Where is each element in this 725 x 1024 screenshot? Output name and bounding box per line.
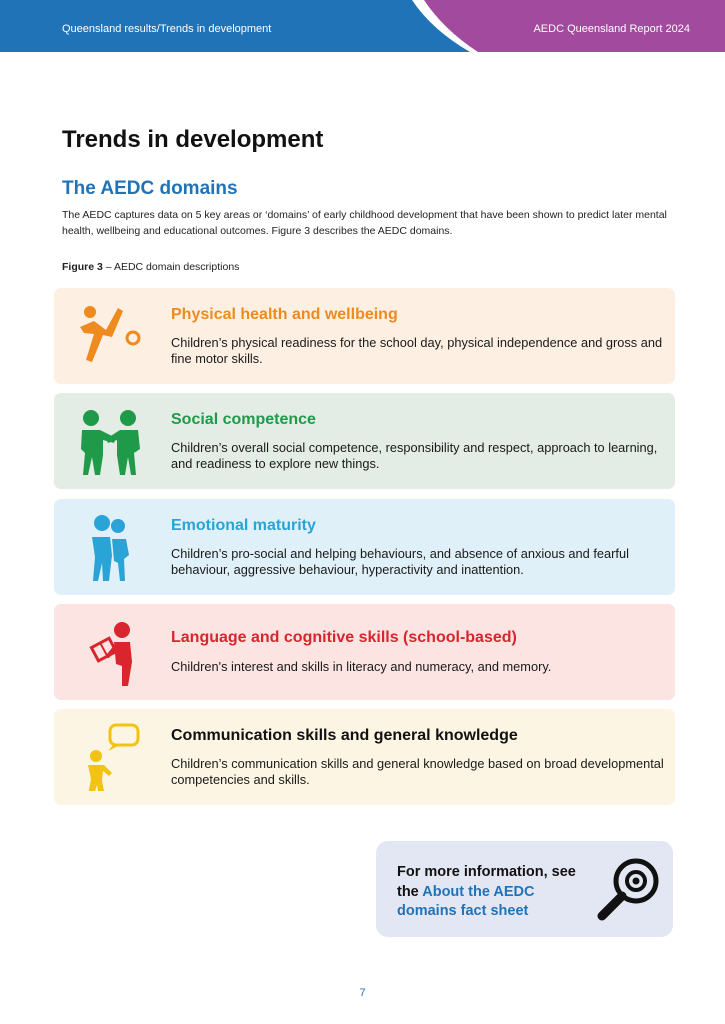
page-number: 7 (359, 987, 366, 999)
page-title: Trends in development (62, 126, 324, 153)
domain-card-physical (54, 288, 675, 384)
header-section-label: Queensland results/Trends in development (62, 23, 272, 35)
figure-caption (62, 261, 239, 273)
reading-child-icon (76, 616, 146, 686)
social-pair-icon (76, 405, 146, 475)
physical-activity-icon (76, 300, 146, 370)
figure-label: Figure 3 (62, 261, 103, 273)
domain-title: Emotional maturity (171, 517, 316, 534)
domain-card-language (54, 604, 675, 700)
domain-title: Physical health and wellbeing (171, 306, 398, 323)
domain-card-communication (54, 709, 675, 805)
domain-description: Children’s physical readiness for the school day, physical independence and gross and fine motor skills. (171, 335, 663, 366)
domain-description: Children’s pro-social and helping behaviours, and absence of anxious and fearful behaviour, aggressive behaviour, hyperactivity and inattention. (171, 546, 629, 577)
domain-description: Children's interest and skills in literacy and numeracy, and memory. (171, 659, 552, 674)
header-report-title: AEDC Queensland Report 2024 (533, 23, 690, 35)
speech-bubble-child-icon (76, 721, 146, 791)
more-info-prefix: For more information, see the (397, 864, 576, 900)
magnifying-glass-icon (592, 855, 662, 925)
domain-title: Communication skills and general knowledge (171, 727, 518, 744)
section-title: The AEDC domains (62, 178, 238, 199)
more-info-box (376, 841, 673, 937)
domain-card-social (54, 393, 675, 489)
emotional-hug-icon (76, 511, 146, 581)
figure-caption-text: – AEDC domain descriptions (102, 261, 240, 273)
page-header (0, 0, 725, 52)
more-info-text (397, 863, 597, 922)
domain-card-emotional (54, 499, 675, 595)
domain-description: Children’s communication skills and general knowledge based on broad developmental competencies and skills. (171, 756, 664, 787)
fact-sheet-link[interactable]: About the AEDC domains fact sheet (397, 883, 535, 919)
intro-paragraph: The AEDC captures data on 5 key areas or ‘domains’ of early childhood development that have been shown to predict later mental health, wellbeing and educational outcomes. Figure 3 describes the AEDC domains. (62, 209, 667, 237)
domain-title: Language and cognitive skills (school-based) (171, 629, 517, 646)
domain-description: Children’s overall social competence, responsibility and respect, approach to learning, and readiness to explore new things. (171, 440, 658, 471)
domain-title: Social competence (171, 411, 316, 428)
